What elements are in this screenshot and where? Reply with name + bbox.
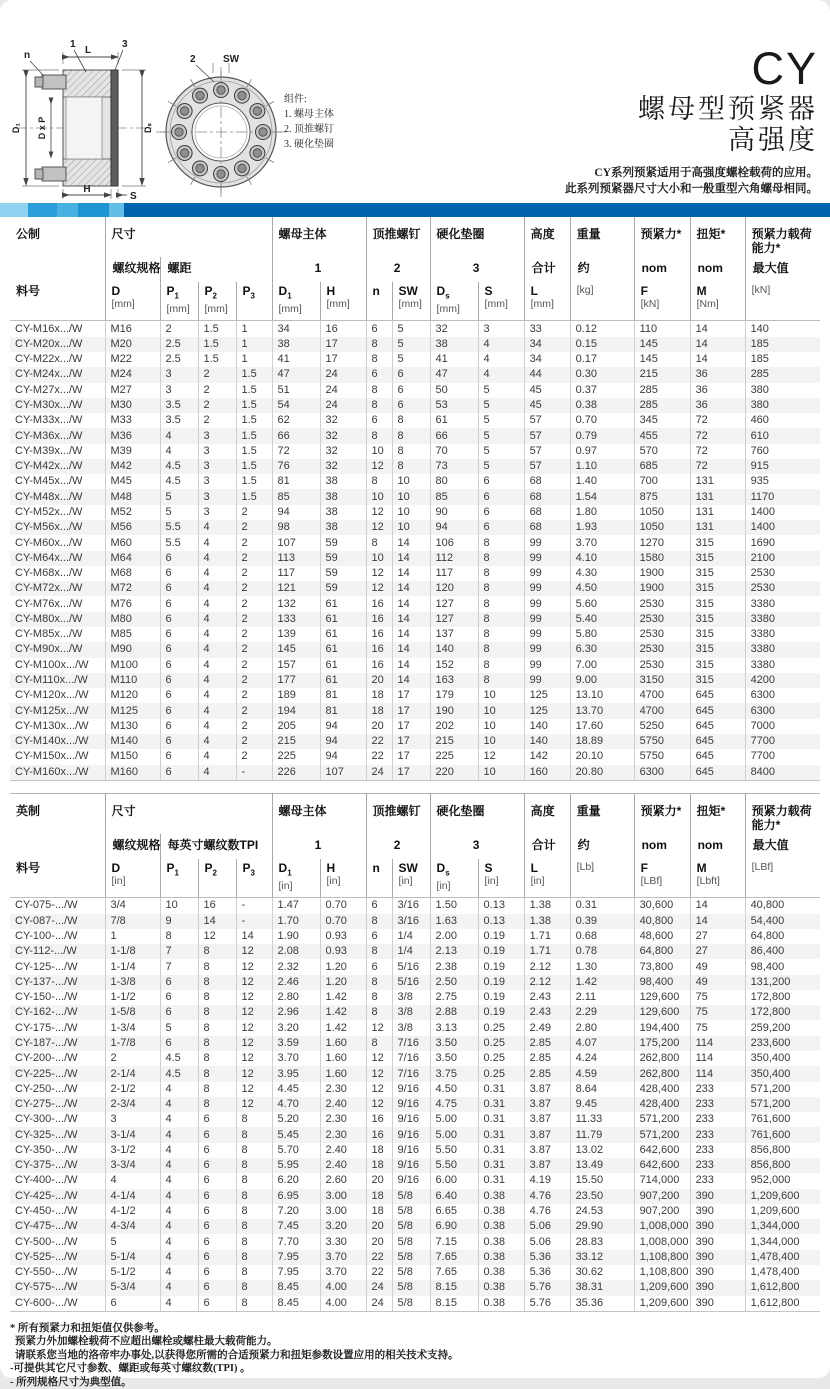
column-header: 公制 — [16, 227, 41, 241]
table-row: CY-M64x.../W M64 6 4 2 113 59 10 14 112 8 99 4.10 1580 315 2100 — [10, 551, 820, 566]
table-row: CY-M125x.../W M125 6 4 2 194 81 18 17 190 10 125 13.70 4700 645 6300 — [10, 703, 820, 718]
column-header: 预紧力* — [634, 793, 690, 834]
title-block — [565, 43, 818, 197]
column-header: $P_1$ — [160, 859, 198, 898]
table-row: CY-M33x.../W M33 3.5 2 1.5 62 32 6 8 61 5 57 0.70 345 72 460 — [10, 413, 820, 428]
table-row: CY-112-.../W 1-1/8 7 8 12 2.08 0.93 8 1/4 2.13 0.19 1.71 0.78 64,800 27 86,400 — [10, 944, 820, 959]
column-header: 最大值 — [745, 834, 820, 859]
table-row: CY-M160x.../W M160 6 4 - 226 107 24 17 220 10 160 20.80 6300 645 8400 — [10, 765, 820, 781]
column-header: [LBf] — [745, 859, 820, 898]
column-header: nom — [634, 834, 690, 859]
column-header: 合计 — [524, 834, 570, 859]
footnotes — [10, 1322, 820, 1389]
product-grade: 高强度 — [728, 125, 818, 155]
column-header: H [mm] — [320, 282, 366, 321]
column-header: 硬化垫圈 — [430, 217, 524, 257]
part-label-1: 1 — [70, 39, 76, 50]
table-row: CY-M56x.../W M56 5.5 4 2 98 38 12 10 94 6 68 1.93 1050 131 1400 — [10, 520, 820, 535]
table-row: CY-525-.../W 5-1/4 4 6 8 7.95 3.70 22 5/8 7.65 0.38 5.36 33.12 1,108,800 390 1,478,400 — [10, 1250, 820, 1265]
product-description — [565, 165, 818, 197]
column-header: 尺寸 — [105, 793, 272, 834]
legend-items — [284, 107, 334, 152]
table-row: CY-375-.../W 3-3/4 4 6 8 5.95 2.40 18 9/16 5.50 0.31 3.87 13.49 642,600 233 856,800 — [10, 1158, 820, 1173]
table-row: CY-300-.../W 3 4 6 8 5.20 2.30 16 9/16 5.00 0.31 3.87 11.33 571,200 233 761,600 — [10, 1112, 820, 1127]
column-header: 1 — [272, 834, 366, 859]
column-header — [10, 257, 105, 282]
table-row: CY-M120x.../W M120 6 4 2 189 81 18 17 179 10 125 13.10 4700 645 6300 — [10, 688, 820, 703]
table-row: CY-M16x.../W M16 2 1.5 1 34 16 6 5 32 3 33 0.12 110 14 140 — [10, 321, 820, 337]
table-row: CY-M20x.../W M20 2.5 1.5 1 38 17 8 5 38 4 34 0.15 145 14 185 — [10, 337, 820, 352]
table-row: CY-175-.../W 1-3/4 5 8 12 3.20 1.42 12 3/8 3.13 0.25 2.49 2.80 194,400 75 259,200 — [10, 1020, 820, 1035]
column-header: 最大值 — [745, 257, 820, 282]
accent-bar-segment — [109, 203, 124, 217]
table-row: CY-M60x.../W M60 5.5 4 2 107 59 8 14 106 8 99 3.70 1270 315 1690 — [10, 535, 820, 550]
dim-label-n: n — [24, 50, 31, 61]
column-header: SW [mm] — [392, 282, 430, 321]
legend-item: 1. 螺母主体 — [284, 109, 334, 120]
column-header: 高度 — [524, 793, 570, 834]
product-code: CY — [751, 43, 818, 94]
legend-item: 2. 顶推螺钉 — [284, 124, 334, 135]
column-header: M [Lbft] — [690, 859, 745, 898]
column-header: 重量 — [570, 793, 634, 834]
table-row: CY-M100x.../W M100 6 4 2 157 61 16 14 152 8 99 7.00 2530 315 3380 — [10, 658, 820, 673]
column-header: $D_s$ [mm] — [430, 282, 478, 321]
part-label-2: 2 — [190, 54, 196, 65]
accent-bar-segment — [0, 203, 28, 217]
table-row: CY-M30x.../W M30 3.5 2 1.5 54 24 8 6 53 5 45 0.38 285 36 380 — [10, 398, 820, 413]
column-header: 2 — [366, 834, 430, 859]
table-row: CY-M72x.../W M72 6 4 2 121 59 12 14 120 8 99 4.50 1900 315 2530 — [10, 581, 820, 596]
column-header: $P_2$ [mm] — [198, 282, 236, 321]
column-header: F [LBf] — [634, 859, 690, 898]
drawing-legend — [284, 92, 334, 152]
column-header: D [mm] — [105, 282, 160, 321]
footnote-line: -可提供其它尺寸参数、螺距或每英寸螺纹数(TPI) 。 — [10, 1363, 251, 1375]
table-row: CY-500-.../W 5 4 6 8 7.70 3.30 20 5/8 7.15 0.38 5.06 28.83 1,008,000 390 1,344,000 — [10, 1234, 820, 1249]
column-header: 料号 — [10, 282, 105, 321]
column-header: n — [366, 859, 392, 898]
column-header: nom — [690, 834, 745, 859]
table-row: CY-575-.../W 5-3/4 4 6 8 8.45 4.00 24 5/8 8.15 0.38 5.76 38.31 1,209,600 390 1,612,800 — [10, 1280, 820, 1295]
column-header: 扭矩* — [690, 217, 745, 257]
column-header: $P_1$ [mm] — [160, 282, 198, 321]
table-row: CY-M45x.../W M45 4.5 3 1.5 81 38 8 10 80 6 68 1.40 700 131 935 — [10, 474, 820, 489]
imperial-table — [10, 793, 820, 1312]
description-line: CY系列预紧适用于高强度螺栓载荷的应用。 — [594, 167, 818, 179]
column-header: F [kN] — [634, 282, 690, 321]
footnote-line: - 所列规格尺寸为典型值。 — [10, 1376, 132, 1388]
table-row: CY-550-.../W 5-1/2 4 6 8 7.95 3.70 22 5/8 7.65 0.38 5.36 30.62 1,108,800 390 1,478,400 — [10, 1265, 820, 1280]
column-header: nom — [690, 257, 745, 282]
table-row: CY-137-.../W 1-3/8 6 8 12 2.46 1.20 8 5/16 2.50 0.19 2.12 1.42 98,400 49 131,200 — [10, 975, 820, 990]
column-header: [Lb] — [570, 859, 634, 898]
column-header: 螺纹规格 — [105, 257, 160, 282]
table-row: CY-M80x.../W M80 6 4 2 133 61 16 14 127 8 99 5.40 2530 315 3380 — [10, 612, 820, 627]
table-row: CY-150-.../W 1-1/2 6 8 12 2.80 1.42 8 3/8 2.75 0.19 2.43 2.11 129,600 75 172,800 — [10, 990, 820, 1005]
page-header — [0, 0, 830, 203]
table-row: CY-425-.../W 4-1/4 4 6 8 6.95 3.00 18 5/8 6.40 0.38 4.76 23.50 907,200 390 1,209,600 — [10, 1189, 820, 1204]
dim-label-dxp: D x P — [37, 116, 47, 140]
table-row: CY-M76x.../W M76 6 4 2 132 61 16 14 127 8 99 5.60 2530 315 3380 — [10, 596, 820, 611]
column-header: M [Nm] — [690, 282, 745, 321]
column-header: 螺纹规格 — [105, 834, 160, 859]
table-row: CY-400-.../W 4 4 6 8 6.20 2.60 20 9/16 6.00 0.31 4.19 15.50 714,000 233 952,000 — [10, 1173, 820, 1188]
column-header: 合计 — [524, 257, 570, 282]
table-row: CY-325-.../W 3-1/4 4 6 8 5.45 2.30 16 9/16 5.00 0.31 3.87 11.79 571,200 233 761,600 — [10, 1127, 820, 1142]
column-header: 扭矩* — [690, 793, 745, 834]
accent-bar-segment — [57, 203, 78, 217]
legend-title: 组件: — [284, 94, 307, 105]
accent-bar — [0, 203, 830, 217]
table-row: CY-M130x.../W M130 6 4 2 205 94 20 17 202 10 140 17.60 5250 645 7000 — [10, 719, 820, 734]
column-header: D [in] — [105, 859, 160, 898]
column-header: 约 — [570, 834, 634, 859]
column-header: 1 — [272, 257, 366, 282]
dim-label-l: L — [84, 45, 92, 56]
column-header: 3 — [430, 834, 524, 859]
dim-label-ds: Dₛ — [143, 123, 153, 133]
table-row: CY-M52x.../W M52 5 3 2 94 38 12 10 90 6 68 1.80 1050 131 1400 — [10, 505, 820, 520]
table-row: CY-M150x.../W M150 6 4 2 225 94 22 17 225 12 142 20.10 5750 645 7700 — [10, 749, 820, 764]
column-header: $P_2$ — [198, 859, 236, 898]
table-row: CY-162-.../W 1-5/8 6 8 12 2.96 1.42 8 3/8 2.88 0.19 2.43 2.29 129,600 75 172,800 — [10, 1005, 820, 1020]
table-row: CY-225-.../W 2-1/4 4.5 8 12 3.95 1.60 12 7/16 3.75 0.25 2.85 4.59 262,800 114 350,400 — [10, 1066, 820, 1081]
accent-bar-segment — [28, 203, 57, 217]
column-header: 重量 — [570, 217, 634, 257]
table-row: CY-M27x.../W M27 3 2 1.5 51 24 8 6 50 5 45 0.37 285 36 380 — [10, 383, 820, 398]
dim-label-d1: D₁ — [11, 122, 21, 134]
column-header: 螺距 — [160, 257, 272, 282]
part-label-3: 3 — [122, 39, 128, 50]
column-header: 英制 — [16, 803, 41, 818]
table-row: CY-M36x.../W M36 4 3 1.5 66 32 8 8 66 5 57 0.79 455 72 610 — [10, 428, 820, 443]
table-row: CY-275-.../W 2-3/4 4 8 12 4.70 2.40 12 9/16 4.75 0.31 3.87 9.45 428,400 233 571,200 — [10, 1097, 820, 1112]
column-header: 硬化垫圈 — [430, 793, 524, 834]
column-header: $D_s$ [in] — [430, 859, 478, 898]
column-header: $D_1$ [mm] — [272, 282, 320, 321]
column-header: H [in] — [320, 859, 366, 898]
column-header: 高度 — [524, 217, 570, 257]
footnote-line: 请联系您当地的洛帝牢办事处,以获得您所需的合适预紧力和扭矩参数设置应用的相关技术支持。 — [15, 1349, 459, 1361]
table-row: CY-M42x.../W M42 4.5 3 1.5 76 32 12 8 73 5 57 1.10 685 72 915 — [10, 459, 820, 474]
dim-label-sw: SW — [222, 54, 240, 65]
table-row: CY-M68x.../W M68 6 4 2 117 59 12 14 117 8 99 4.30 1900 315 2530 — [10, 566, 820, 581]
dim-label-h: H — [83, 184, 91, 195]
column-header: n — [366, 282, 392, 321]
column-header: 3 — [430, 257, 524, 282]
table-row: CY-M140x.../W M140 6 4 2 215 94 22 17 215 10 140 18.89 5750 645 7700 — [10, 734, 820, 749]
technical-drawing — [6, 16, 566, 201]
column-header: $D_1$ [in] — [272, 859, 320, 898]
footnote-line: 预紧力外加螺栓载荷不应超出螺栓或螺柱最大载荷能力。 — [15, 1336, 278, 1348]
description-line: 此系列预紧器尺寸大小和一般重型六角螺母相同。 — [565, 183, 818, 195]
column-header: 预紧力载荷能力* — [745, 217, 820, 257]
table-row: CY-M90x.../W M90 6 4 2 145 61 16 14 140 8 99 6.30 2530 315 3380 — [10, 642, 820, 657]
table-row: CY-M22x.../W M22 2.5 1.5 1 41 17 8 5 41 4 34 0.17 145 14 185 — [10, 352, 820, 367]
table-row: CY-M39x.../W M39 4 3 1.5 72 32 10 8 70 5 57 0.97 570 72 760 — [10, 444, 820, 459]
column-header: 约 — [570, 257, 634, 282]
column-header: L [mm] — [524, 282, 570, 321]
table-row: CY-075-.../W 3/4 10 16 - 1.47 0.70 6 3/16 1.50 0.13 1.38 0.31 30,600 14 40,800 — [10, 898, 820, 914]
footnote-line: * 所有预紧力和扭矩值仅供参考。 — [10, 1322, 165, 1334]
column-header: 螺母主体 — [272, 793, 366, 834]
column-header: nom — [634, 257, 690, 282]
metric-table — [10, 217, 820, 781]
column-header: [kN] — [745, 282, 820, 321]
product-name: 螺母型预紧器 — [638, 94, 818, 124]
side-view — [11, 39, 153, 202]
column-header: 顶推螺钉 — [366, 217, 430, 257]
table-row: CY-450-.../W 4-1/2 4 6 8 7.20 3.00 18 5/8 6.65 0.38 4.76 24.53 907,200 390 1,209,600 — [10, 1204, 820, 1219]
column-header: $P_3$ — [236, 859, 272, 898]
column-header: [kg] — [570, 282, 634, 321]
table-row: CY-125-.../W 1-1/4 7 8 12 2.32 1.20 6 5/16 2.38 0.19 2.12 1.30 73,800 49 98,400 — [10, 959, 820, 974]
legend-item: 3. 硬化垫圈 — [284, 139, 334, 150]
column-header: 顶推螺钉 — [366, 793, 430, 834]
table-row: CY-M85x.../W M85 6 4 2 139 61 16 14 137 8 99 5.80 2530 315 3380 — [10, 627, 820, 642]
table-row: CY-200-.../W 2 4.5 8 12 3.70 1.60 12 7/16 3.50 0.25 2.85 4.24 262,800 114 350,400 — [10, 1051, 820, 1066]
table-row: CY-087-.../W 7/8 9 14 - 1.70 0.70 8 3/16 1.63 0.13 1.38 0.39 40,800 14 54,400 — [10, 914, 820, 929]
column-header — [10, 834, 105, 859]
column-header: S [in] — [478, 859, 524, 898]
column-header: 尺寸 — [105, 217, 272, 257]
table-row: CY-187-.../W 1-7/8 6 8 12 3.59 1.60 8 7/16 3.50 0.25 2.85 4.07 175,200 114 233,600 — [10, 1036, 820, 1051]
table-row: CY-M48x.../W M48 5 3 1.5 85 38 10 10 85 6 68 1.54 875 131 1170 — [10, 489, 820, 504]
table-row: CY-M24x.../W M24 3 2 1.5 47 24 6 6 47 4 44 0.30 215 36 285 — [10, 367, 820, 382]
table-row: CY-M110x.../W M110 6 4 2 177 61 20 14 163 8 99 9.00 3150 315 4200 — [10, 673, 820, 688]
column-header: 预紧力载荷能力* — [745, 793, 820, 834]
column-header: SW [in] — [392, 859, 430, 898]
column-header: $P_3$ — [236, 282, 272, 321]
table-row: CY-600-.../W 6 4 6 8 8.45 4.00 24 5/8 8.15 0.38 5.76 35.36 1,209,600 390 1,612,800 — [10, 1296, 820, 1312]
column-header: 预紧力* — [634, 217, 690, 257]
table-row: CY-475-.../W 4-3/4 4 6 8 7.45 3.20 20 5/8 6.90 0.38 5.06 29.90 1,008,000 390 1,344,000 — [10, 1219, 820, 1234]
table-row: CY-350-.../W 3-1/2 4 6 8 5.70 2.40 18 9/16 5.50 0.31 3.87 13.02 642,600 233 856,800 — [10, 1143, 820, 1158]
table-row: CY-250-.../W 2-1/2 4 8 12 4.45 2.30 12 9/16 4.50 0.31 3.87 8.64 428,400 233 571,200 — [10, 1082, 820, 1097]
column-header: L [in] — [524, 859, 570, 898]
table-row: CY-100-.../W 1 8 12 14 1.90 0.93 6 1/4 2.00 0.19 1.71 0.68 48,600 27 64,800 — [10, 929, 820, 944]
column-header: 螺母主体 — [272, 217, 366, 257]
front-view — [156, 54, 286, 197]
column-header: 料号 — [10, 859, 105, 898]
accent-bar-segment — [78, 203, 109, 217]
dim-label-s: S — [130, 191, 137, 202]
column-header: 每英寸螺纹数TPI — [160, 834, 272, 859]
column-header: 2 — [366, 257, 430, 282]
column-header: S [mm] — [478, 282, 524, 321]
